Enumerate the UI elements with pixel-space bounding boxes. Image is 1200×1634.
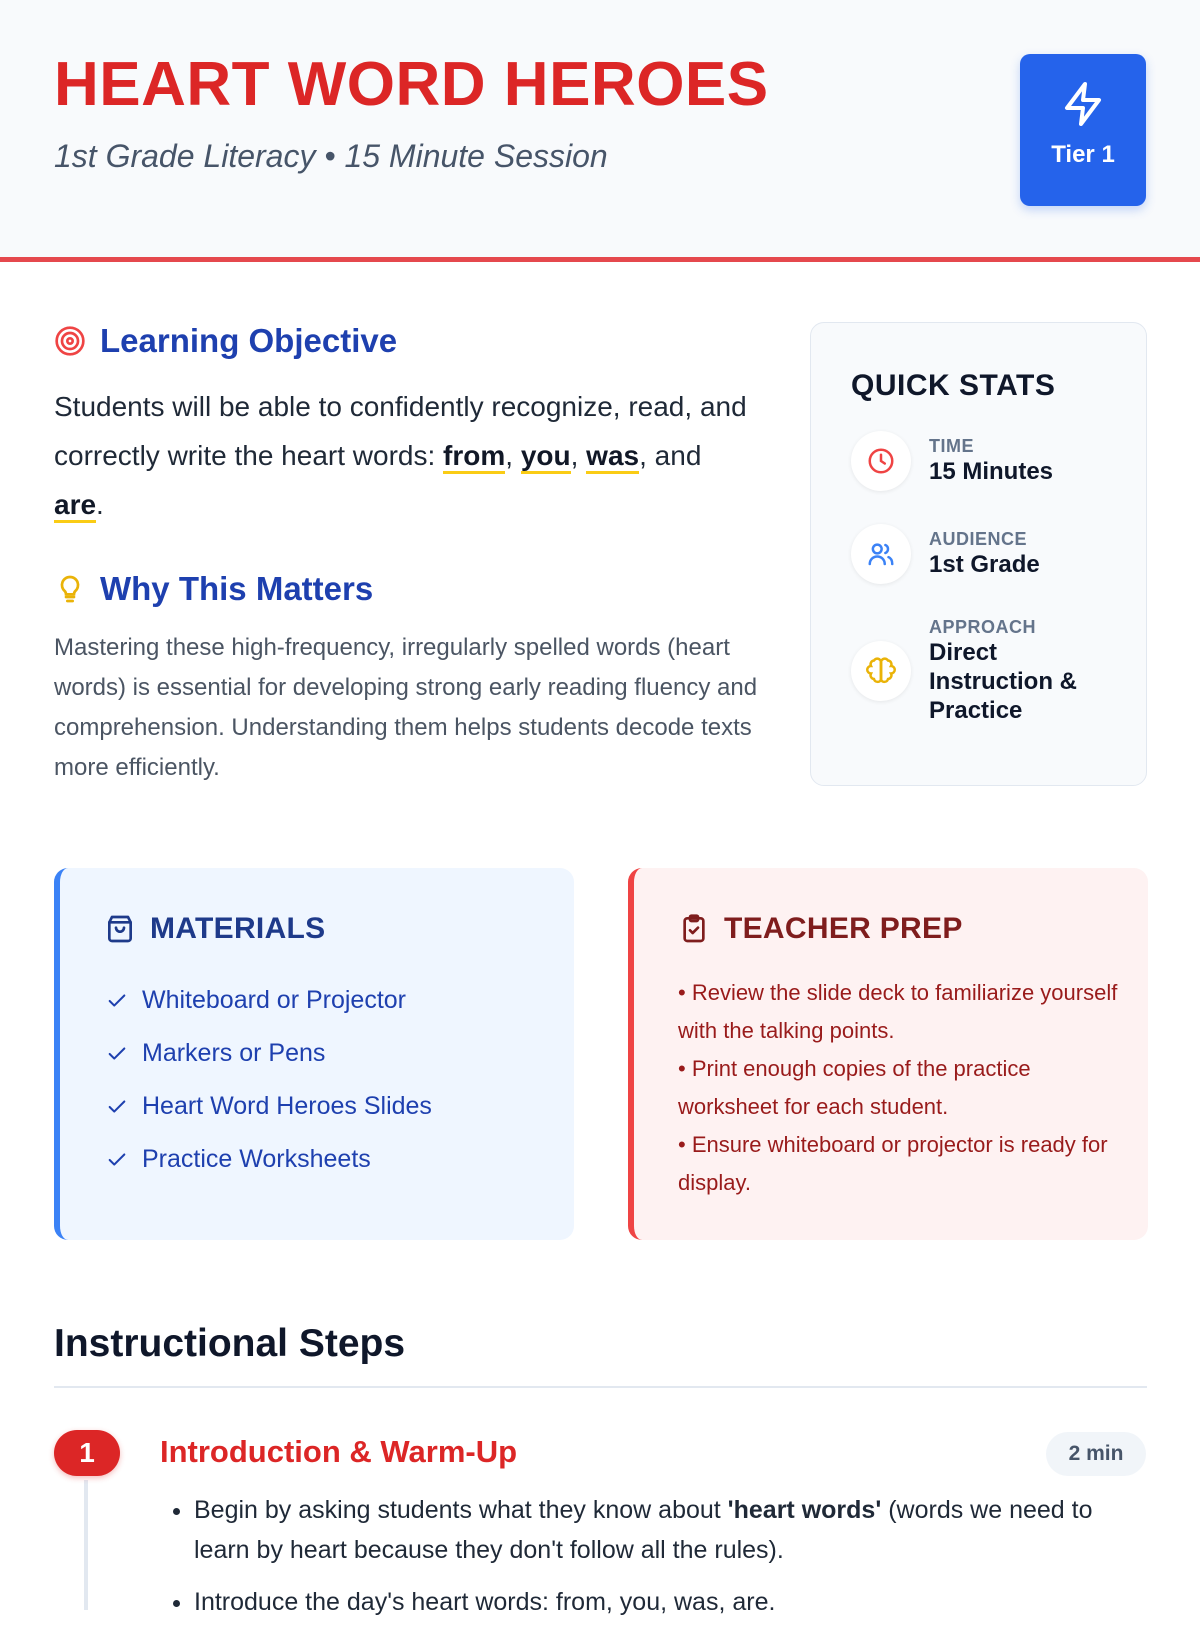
list-item: • Ensure whiteboard or projector is ready for display. [678,1132,1108,1195]
stat-label: APPROACH [929,617,1037,637]
heart-word: are [54,489,96,523]
stat-label: AUDIENCE [929,529,1028,549]
objective-heading-row [54,322,397,360]
why-heading: Why This Matters [100,570,374,607]
objective-heading: Learning Objective [100,322,398,359]
stat-time [851,431,1089,491]
list-item: Whiteboard or Projector [106,974,432,1027]
stat-value: 1st Grade [929,551,1040,578]
step-duration-badge: 2 min [1046,1432,1146,1476]
heart-word: you [521,440,571,474]
list-item: Markers or Pens [106,1027,432,1080]
quick-stats-heading: QUICK STATS [851,369,1056,402]
teacher-prep-heading: TEACHER PREP [724,912,963,945]
step-number-badge: 1 [54,1430,120,1476]
brain-icon [851,641,911,701]
checkmark-icon [106,1149,128,1171]
tier-label: Tier 1 [1051,141,1115,168]
step-details [166,1490,1146,1634]
page-title: HEART WORD HEROES [54,50,769,119]
list-item: • Review the slide deck to familiarize yourself with the talking points. [678,980,1118,1043]
steps-heading: Instructional Steps [54,1322,406,1365]
objective-text: Students will be able to confidently recognize, read, and correctly write the heart words: from, you, was, and are. [54,382,754,529]
checkmark-icon [106,1043,128,1065]
teacher-prep-list [678,974,1118,1202]
target-icon [54,325,86,357]
list-item: Heart Word Heroes Slides [106,1080,432,1133]
why-heading-row [54,570,373,608]
teacher-prep-card [628,868,1148,1240]
list-item: • Introduce the day's heart words: from, you, was, are. [194,1582,1146,1622]
stat-audience [851,524,1089,584]
why-text: Mastering these high-frequency, irregularly spelled words (heart words) is essential for developing strong early reading fluency and comprehension. Understanding them helps students decode texts more efficiently. [54,634,758,781]
stat-label: TIME [929,436,974,456]
stat-value: Direct Instruction & Practice [929,639,1077,724]
tier-badge [1020,54,1146,206]
materials-list [106,974,432,1186]
clock-icon [851,431,911,491]
stat-approach [851,617,1089,725]
materials-card [54,868,574,1240]
list-item: Practice Worksheets [106,1133,432,1186]
step-timeline-line [84,1480,88,1610]
page-header [0,0,1200,262]
shopping-bag-icon [104,913,136,945]
heart-word: was [586,440,639,474]
list-item: • Print enough copies of the practice worksheet for each student. [678,1056,1031,1119]
list-item: • Begin by asking students what they know about 'heart words' (words we need to learn by heart because they don't follow all the rules). [194,1490,1146,1570]
divider [54,1386,1147,1388]
clipboard-check-icon [678,913,710,945]
materials-heading: MATERIALS [150,912,326,945]
lightbulb-icon [54,573,86,605]
step-title: Introduction & Warm-Up [160,1434,518,1469]
checkmark-icon [106,1096,128,1118]
lightning-icon [1059,80,1107,128]
heart-word: from [443,440,505,474]
checkmark-icon [106,990,128,1012]
stat-value: 15 Minutes [929,458,1054,485]
quick-stats-panel [810,322,1147,786]
page-subtitle: 1st Grade Literacy • 15 Minute Session [54,138,608,174]
teacher-prep-heading-row [678,912,963,946]
materials-heading-row [104,912,325,946]
users-icon [851,524,911,584]
